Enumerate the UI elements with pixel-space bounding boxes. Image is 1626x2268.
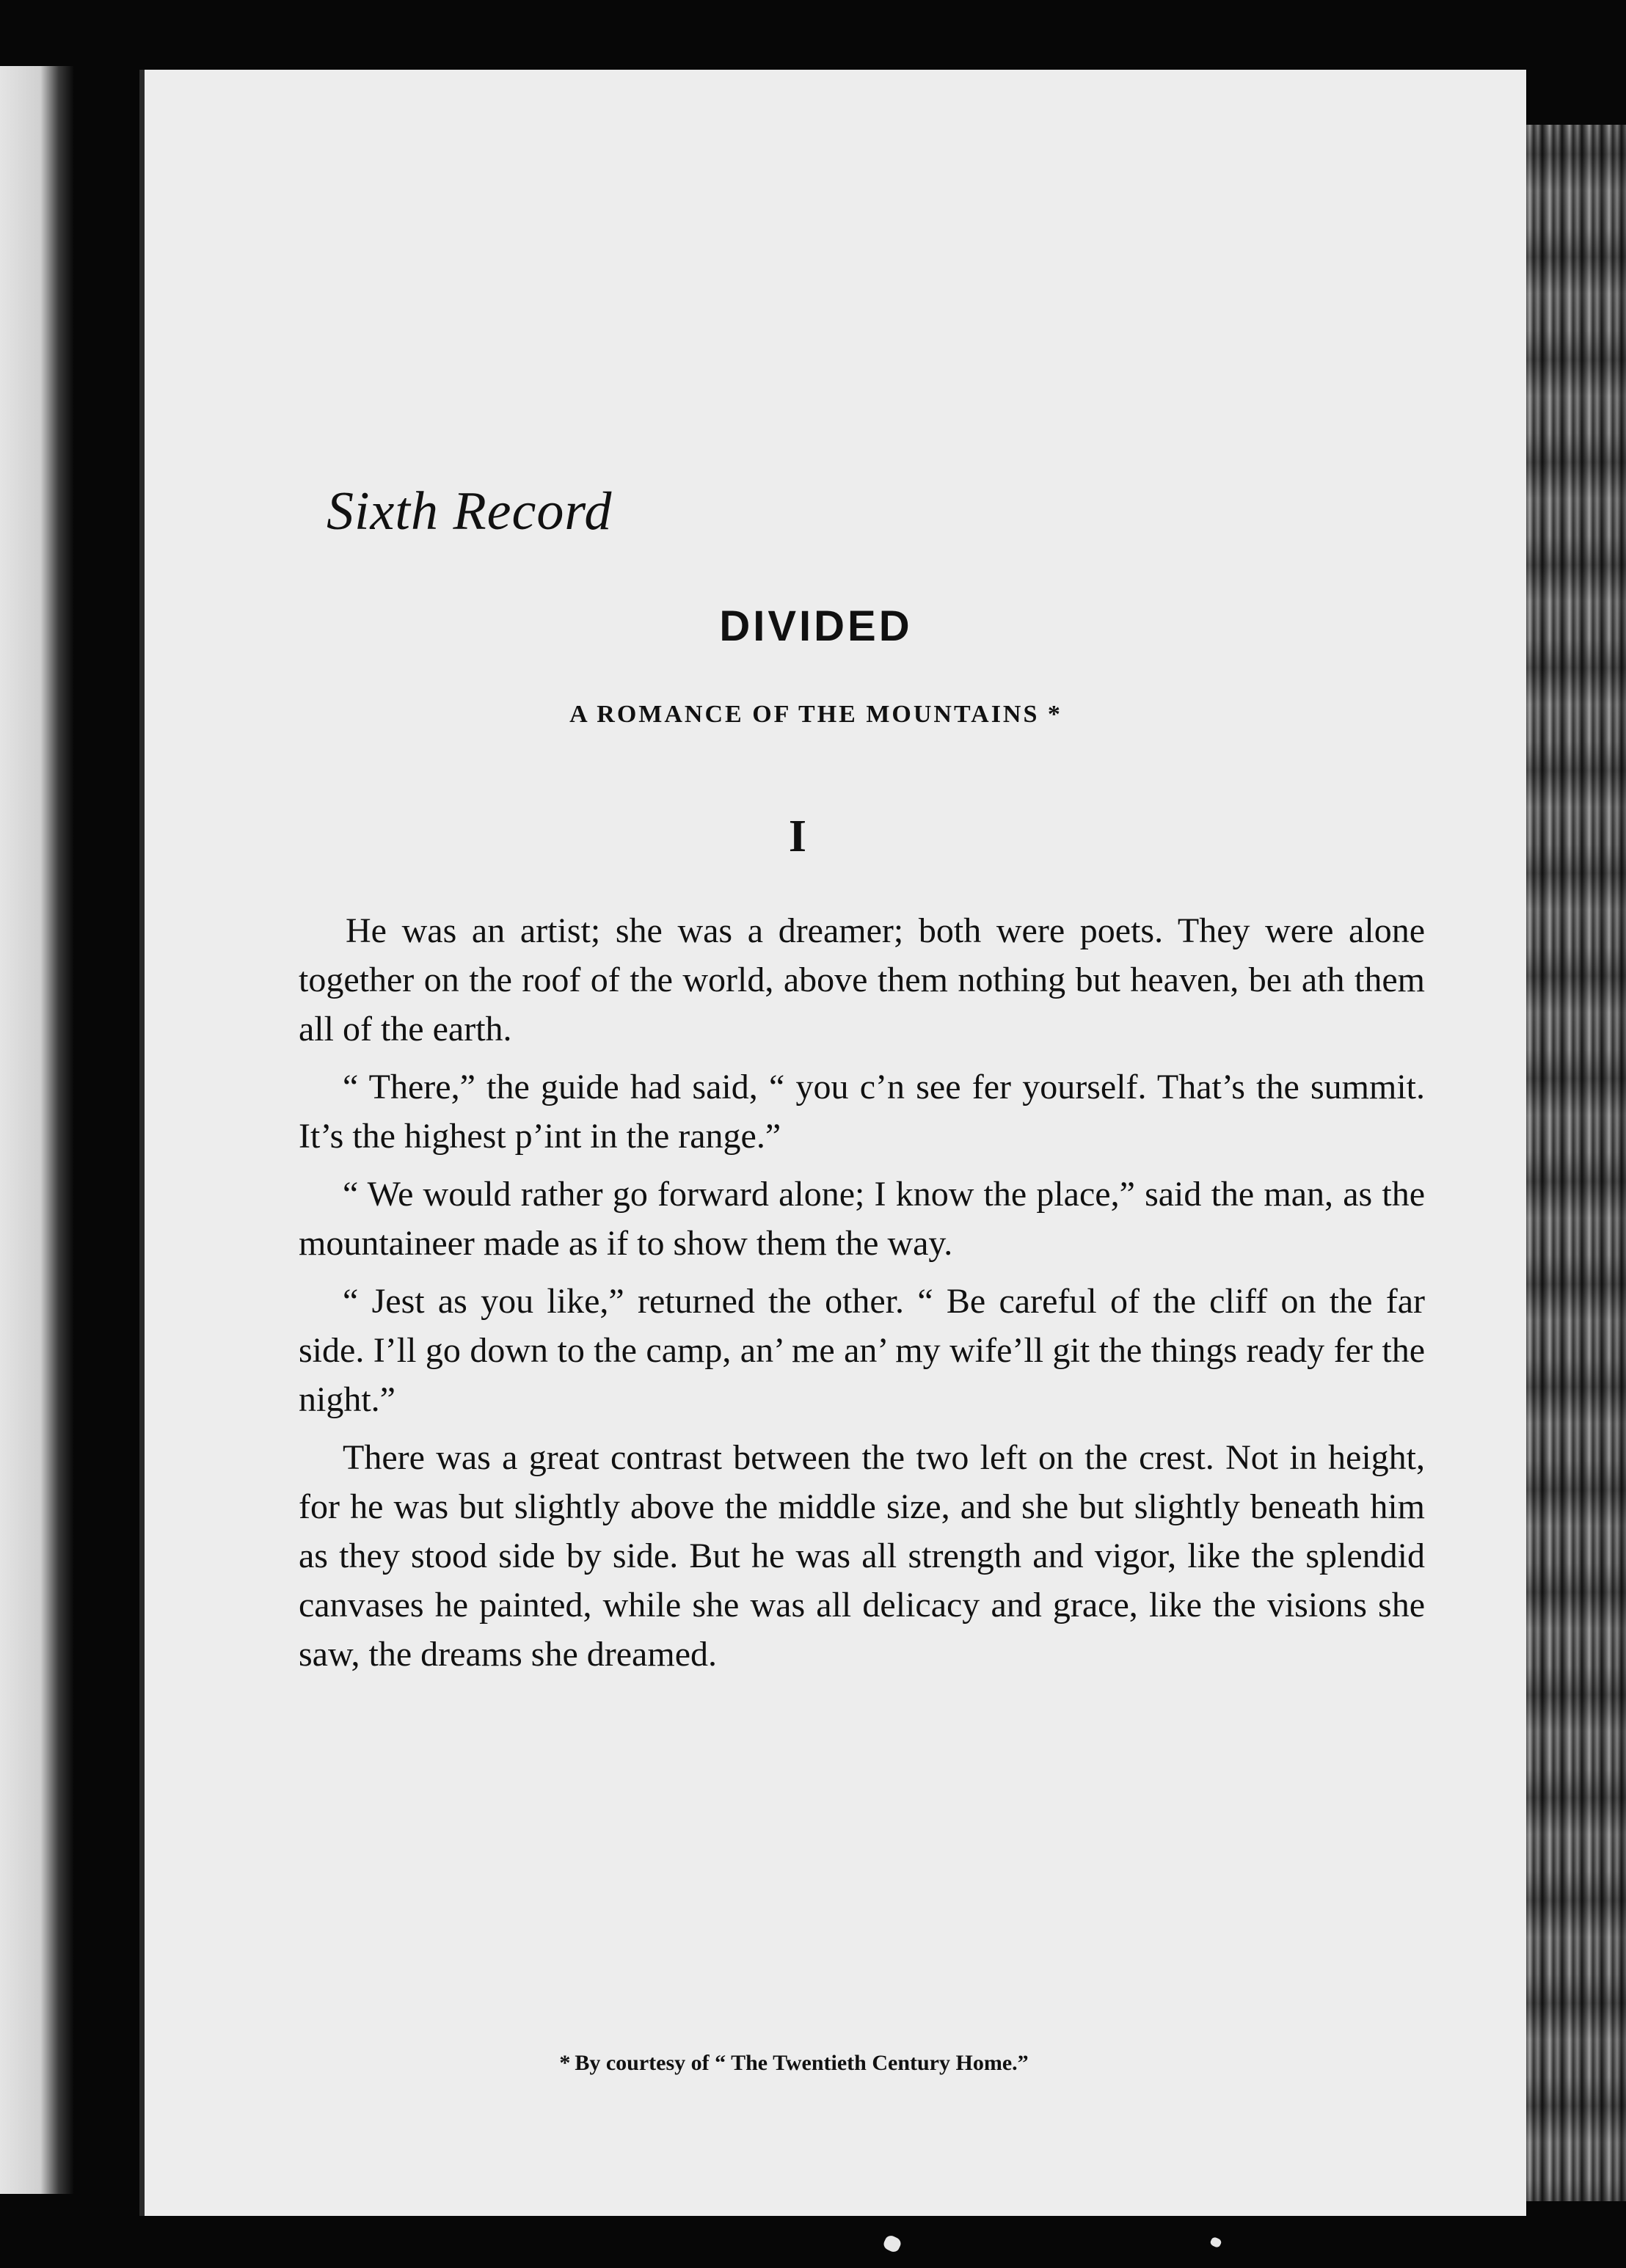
book-page — [139, 70, 1526, 2216]
paragraph: “ Jest as you like,” returned the other. “ Be careful of the cliff on the far side. I’ll go down to the camp, an’ me an’ my wife’ll git the things ready fer the night.” — [299, 1282, 1425, 1419]
subtitle-footnote-marker: * — [1047, 701, 1062, 728]
book-fore-edge — [1523, 125, 1626, 2201]
footnote-marker: * — [559, 2051, 571, 2075]
chapter-subtitle — [145, 701, 1487, 729]
footnote-text: By courtesy of “ The Twentieth Century Home.” — [575, 2051, 1029, 2075]
paragraph: He was an artist; she was a dreamer; both were poets. They were alone together on the roof of the world, above them nothing but heaven, beı ath them all of the earth. — [299, 911, 1425, 1049]
chapter-title: DIVIDED — [719, 602, 913, 650]
paragraph: There was a great contrast between the two left on the crest. Not in height, for he was but slightly above the middle size, and she but slightly beneath him as they stood side by side. But he was all strength and vigor, like the splendid canvases he painted, while she was all delicacy and grace, like the visions she saw, the dreams she dreamed. — [299, 1438, 1425, 1674]
body-text — [299, 906, 1425, 1688]
subtitle-text: A ROMANCE OF THE MOUNTAINS — [569, 701, 1040, 728]
left-page-edge — [0, 66, 73, 2194]
paragraph: “ We would rather go forward alone; I know the place,” said the man, as the mountaineer made as if to show them the way. — [299, 1175, 1425, 1263]
footnote — [145, 2051, 1443, 2076]
scan-speck — [1209, 2236, 1222, 2249]
section-number: I — [788, 812, 807, 861]
record-heading: Sixth Record — [327, 481, 613, 542]
paragraph: “ There,” the guide had said, “ you c’n see fer yourself. That’s the summit. It’s the highest p’int in the range.” — [299, 1068, 1425, 1156]
scan-speck — [882, 2234, 903, 2253]
